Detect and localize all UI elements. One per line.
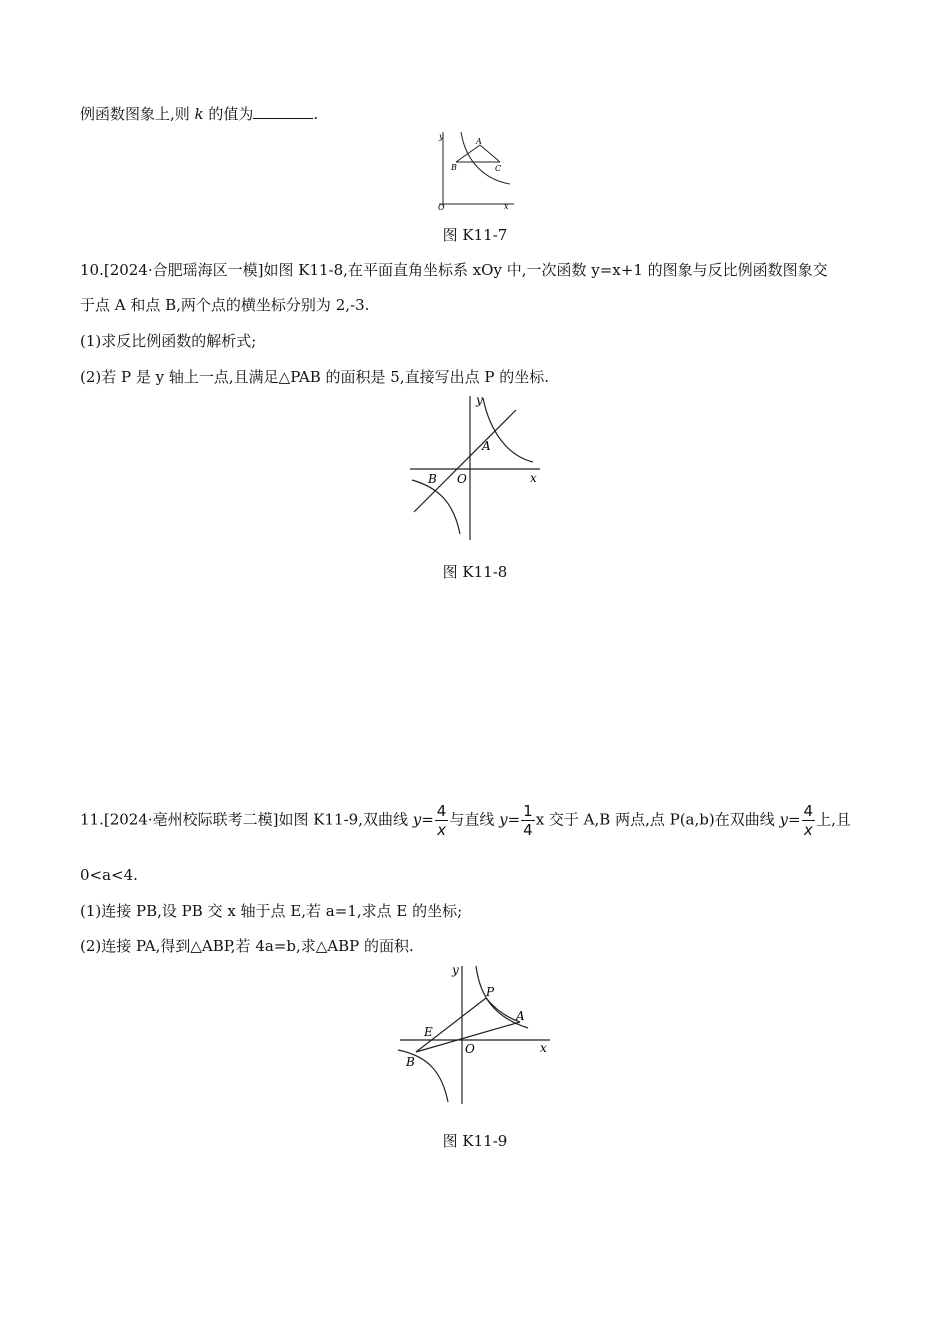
q11-suffix: 上,且 xyxy=(816,810,851,829)
fig9-origin-label: O xyxy=(465,1042,475,1056)
q11-mid2: x 交于 A,B 两点,点 P(a,b)在双曲线 xyxy=(535,810,780,829)
q11-eq1-lhs: y= xyxy=(412,810,434,829)
q11-line2: 0<a<4. xyxy=(80,866,138,884)
q9-text-tail2: 的值为 xyxy=(203,105,254,123)
fig7-a-label: A xyxy=(476,137,482,146)
fraction-1-over-4 xyxy=(521,802,535,839)
fig7-y-label: y xyxy=(439,132,444,141)
hyperbola xyxy=(461,132,510,184)
fig8-origin-label: O xyxy=(457,472,467,486)
fig9-y-label: y xyxy=(452,963,459,977)
q10-part1: (1)求反比例函数的解析式; xyxy=(80,332,257,350)
answer-blank[interactable] xyxy=(253,104,313,119)
q10-line2: 于点 A 和点 B,两个点的横坐标分别为 2,-3. xyxy=(80,296,370,314)
fig8-x-label: x xyxy=(530,471,537,485)
figure-k11-8 xyxy=(408,392,548,542)
fig8-y-label: y xyxy=(476,393,483,407)
fig9-b-label: B xyxy=(406,1055,415,1069)
figure-caption-k11-9: 图 K11-9 xyxy=(442,1132,508,1150)
q11-part1: (1)连接 PB,设 PB 交 x 轴于点 E,若 a=1,求点 E 的坐标; xyxy=(80,902,463,920)
fig7-b-label: B xyxy=(451,163,457,172)
q9-text-tail: 例函数图象上,则 xyxy=(80,105,195,123)
fig8-b-label: B xyxy=(428,472,437,486)
frac3-den: x xyxy=(803,821,813,839)
figure-k11-7 xyxy=(434,128,518,212)
frac3-num: 4 xyxy=(803,802,814,820)
q11-line1 xyxy=(80,802,851,839)
line-y-eq-x-plus-1 xyxy=(414,410,516,512)
frac2-den: 4 xyxy=(523,821,533,839)
fig9-p-label: P xyxy=(486,985,495,999)
segment-pa xyxy=(486,998,520,1022)
q11-eq3-lhs: y= xyxy=(779,810,801,829)
fig9-a-label: A xyxy=(516,1009,525,1023)
figure-caption-k11-8: 图 K11-8 xyxy=(442,563,508,581)
q9-period: . xyxy=(313,105,319,123)
frac1-num: 4 xyxy=(436,802,447,820)
fig9-e-label: E xyxy=(424,1025,433,1039)
fig9-x-label: x xyxy=(540,1041,547,1055)
fraction-4-over-x xyxy=(435,802,449,839)
fraction-4-over-x-2 xyxy=(802,802,816,839)
q11-part2: (2)连接 PA,得到△ABP,若 4a=b,求△ABP 的面积. xyxy=(80,937,414,955)
q10-line1: 10.[2024·合肥瑶海区一模]如图 K11-8,在平面直角坐标系 xOy 中,一次函数 y=x+1 的图象与反比例函数图象交 xyxy=(80,261,828,279)
figure-caption-k11-7: 图 K11-7 xyxy=(442,226,508,244)
fig7-c-label: C xyxy=(495,164,502,173)
q9-text xyxy=(80,103,318,124)
q11-prefix: 11.[2024·亳州校际联考二模]如图 K11-9,双曲线 xyxy=(80,810,413,829)
frac1-den: x xyxy=(437,821,446,839)
q11-mid1: 与直线 xyxy=(449,810,500,829)
q10-part2: (2)若 P 是 y 轴上一点,且满足△PAB 的面积是 5,直接写出点 P 的坐标. xyxy=(80,368,550,386)
fig7-x-label: x xyxy=(504,202,509,211)
q11-eq2-lhs: y= xyxy=(499,810,521,829)
figure-k11-9 xyxy=(396,962,556,1106)
fig7-origin-label: O xyxy=(438,203,445,212)
segment-ac xyxy=(480,145,500,162)
frac2-num: 1 xyxy=(523,802,533,820)
q9-k: k xyxy=(194,105,204,123)
segment-ab xyxy=(456,145,480,162)
fig8-a-label: A xyxy=(482,439,491,453)
